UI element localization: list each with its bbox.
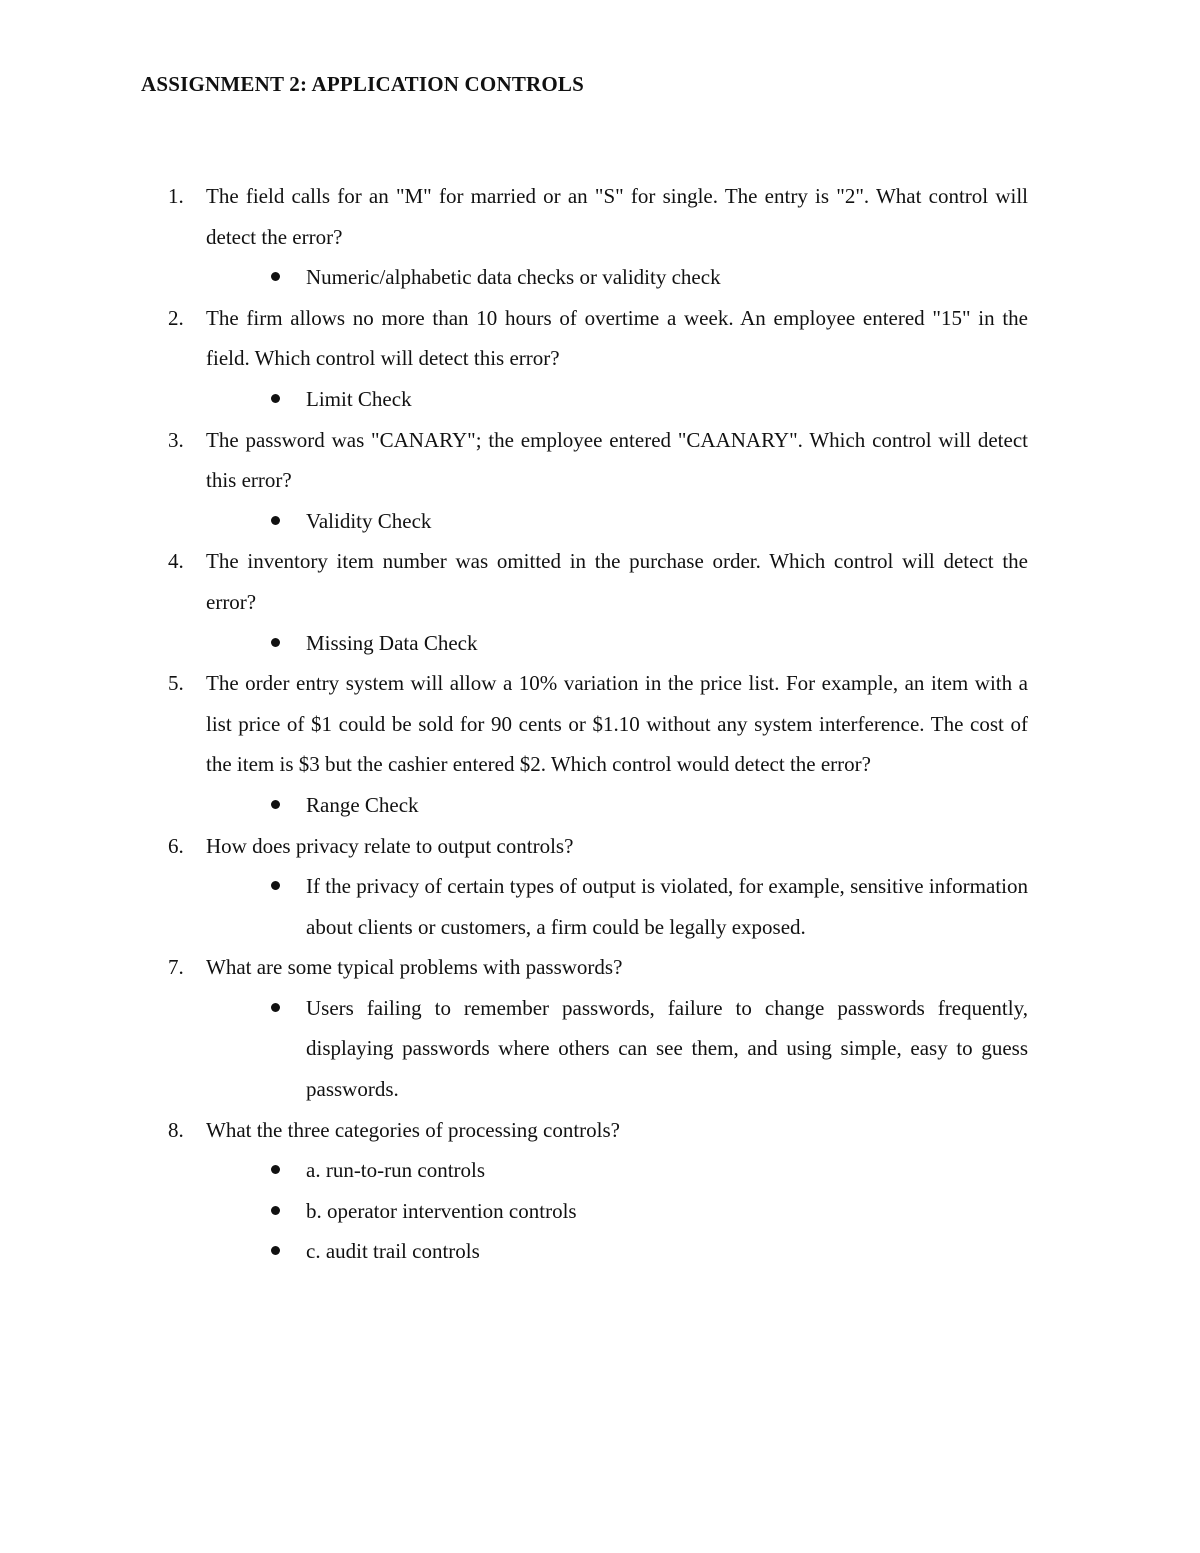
answer-text: Validity Check xyxy=(306,508,432,533)
bullet-icon xyxy=(271,1246,280,1255)
answer-list xyxy=(0,379,1200,420)
question-number: 1. xyxy=(168,184,184,208)
question-number: 8. xyxy=(168,1117,184,1142)
answer-text: Users failing to remember passwords, failure to change passwords frequently, displaying passwords where others can see them, and using simple, easy to guess passwords. xyxy=(306,995,1028,1102)
answer-text: b. operator intervention controls xyxy=(306,1198,577,1223)
question-item xyxy=(0,663,1200,825)
bullet-icon xyxy=(271,800,280,809)
answer-item xyxy=(0,1231,1200,1272)
answer-list xyxy=(0,988,1200,1110)
answer-text: If the privacy of certain types of output is violated, for example, sensitive information about clients or customers, a firm could be legally exposed. xyxy=(306,874,1028,939)
answer-list xyxy=(0,257,1200,298)
bullet-icon xyxy=(271,881,280,890)
question-number: 7. xyxy=(168,955,184,980)
answer-text: a. run-to-run controls xyxy=(306,1158,486,1183)
question-item xyxy=(0,420,1200,542)
question-text: The password was "CANARY"; the employee entered "CAANARY". Which control will detect this error? xyxy=(206,427,1028,493)
answer-item xyxy=(0,1191,1200,1232)
answer-text: Range Check xyxy=(306,792,419,817)
question-text: What the three categories of processing controls? xyxy=(206,1117,621,1142)
document-title: ASSIGNMENT 2: APPLICATION CONTROLS xyxy=(141,72,585,96)
question-number: 4. xyxy=(168,549,184,574)
question-number: 6. xyxy=(168,833,184,858)
question-text: The inventory item number was omitted in the purchase order. Which control will detect the error? xyxy=(206,549,1028,614)
question-text: The field calls for an "M" for married or an "S" for single. The entry is "2". What control will detect the error? xyxy=(206,184,1028,249)
question-text: The firm allows no more than 10 hours of overtime a week. An employee entered "15" in the field. Which control will detect this error? xyxy=(206,305,1028,371)
answer-item xyxy=(0,257,1200,298)
question-item xyxy=(0,826,1200,948)
answer-item xyxy=(0,501,1200,542)
answer-text: Limit Check xyxy=(306,386,412,411)
bullet-icon xyxy=(271,272,280,281)
answer-item xyxy=(0,379,1200,420)
bullet-icon xyxy=(271,394,280,403)
question-text: The order entry system will allow a 10% variation in the price list. For example, an item with a list price of $1 could be sold for 90 cents or $1.10 without any system interference. The cost of the item is $3 but the cashier entered $2. Which control would detect the error? xyxy=(206,671,1028,777)
question-item xyxy=(0,541,1200,663)
question-text: What are some typical problems with passwords? xyxy=(206,955,623,980)
bullet-icon xyxy=(271,638,280,647)
question-text: How does privacy relate to output controls? xyxy=(206,833,574,858)
question-list xyxy=(0,176,1200,1272)
answer-item xyxy=(0,1150,1200,1191)
answer-list xyxy=(0,501,1200,542)
answer-text: Numeric/alphabetic data checks or validity check xyxy=(306,265,721,290)
bullet-icon xyxy=(271,516,280,525)
answer-item xyxy=(0,988,1200,1110)
answer-list xyxy=(0,785,1200,826)
question-number: 3. xyxy=(168,427,184,452)
answer-text: Missing Data Check xyxy=(306,630,478,655)
question-item xyxy=(0,1110,1200,1272)
bullet-icon xyxy=(271,1206,280,1215)
answer-list xyxy=(0,1150,1200,1272)
answer-item xyxy=(0,785,1200,826)
answer-text: c. audit trail controls xyxy=(306,1239,480,1264)
question-item xyxy=(0,176,1200,298)
answer-list xyxy=(0,623,1200,664)
answer-item xyxy=(0,866,1200,947)
answer-item xyxy=(0,623,1200,664)
question-number: 2. xyxy=(168,305,184,330)
bullet-icon xyxy=(271,1165,280,1174)
question-item xyxy=(0,947,1200,1109)
question-item xyxy=(0,298,1200,420)
bullet-icon xyxy=(271,1003,280,1012)
question-number: 5. xyxy=(168,671,184,696)
answer-list xyxy=(0,866,1200,947)
